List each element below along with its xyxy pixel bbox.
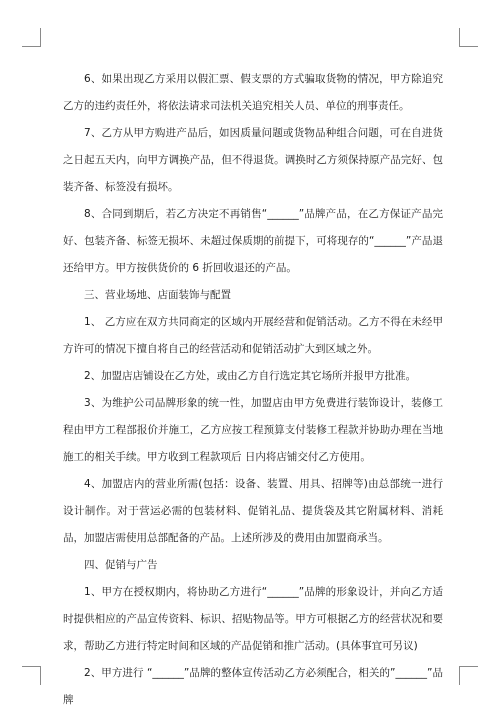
section3-clause-2: 2、加盟店店铺设在乙方处，或由乙方自行选定其它场所并报甲方批准。 bbox=[84, 370, 417, 382]
corner-mark-bottom-right bbox=[459, 666, 478, 685]
section-heading-3: 三、营业场地、店面装饰与配置 bbox=[84, 289, 231, 301]
section3-clause-3: 3、为维护公司品牌形象的统一性，加盟店由甲方免费进行装饰设计，装修工程由甲方工程部报价并施工，乙方应按工程预算支付装修工程款并协助办理在当地施工的相关手续。甲方收到工程款项后 日内将店铺交付乙方使用。 bbox=[63, 397, 443, 463]
section3-clause-1: 1、 乙方应在双方共同商定的区域内开展经营和促销活动。乙方不得在未经甲方许可的情况下擅自将自己的经营活动和促销活动扩大到区域之外。 bbox=[63, 316, 443, 355]
document-body bbox=[63, 66, 443, 714]
clause-8: 8、合同到期后，若乙方决定不再销售“______”品牌产品，在乙方保证产品完好、包装齐备、标签无损坏、未超过保质期的前提下，可将现存的“______”产品退还给甲方。甲方按供货价的 6 折回收退还的产品。 bbox=[63, 208, 443, 274]
clause-7: 7、乙方从甲方购进产品后，如因质量问题或货物品种组合问题，可在自进货之日起五天内，向甲方调换产品，但不得退货。调换时乙方须保持原产品完好、包装齐备、标签没有损坏。 bbox=[63, 127, 443, 193]
clause-6: 6、如果出现乙方采用以假汇票、假支票的方式骗取货物的情况，甲方除追究乙方的违约责任外，将依法请求司法机关追究相关人员、单位的刑事责任。 bbox=[63, 73, 443, 112]
corner-mark-top-left bbox=[22, 28, 41, 47]
corner-mark-top-right bbox=[459, 28, 478, 47]
section4-clause-2: 2、甲方进行 “______”品牌的整体宣传活动乙方必须配合，相关的”______”品牌 bbox=[63, 667, 443, 706]
section-heading-4: 四、促销与广告 bbox=[84, 559, 158, 571]
section4-clause-1: 1、甲方在授权期内，将协助乙方进行“______”品牌的形象设计，并向乙方适时提供相应的产品宣传资料、标识、招贴物品等。甲方可根据乙方的经营状况和要求，帮助乙方进行特定时间和区域的产品促销和推广活动。(具体事宜可另议) bbox=[63, 586, 443, 652]
corner-mark-bottom-left bbox=[22, 666, 41, 685]
section3-clause-4: 4、加盟店内的营业所需(包括：设备、装置、用具、招牌等)由总部统一进行设计制作。对于营运必需的包装材料、促销礼品、提货袋及其它附属材料、消耗品，加盟店需使用总部配备的产品。上述所涉及的费用由加盟商承当。 bbox=[63, 478, 443, 544]
